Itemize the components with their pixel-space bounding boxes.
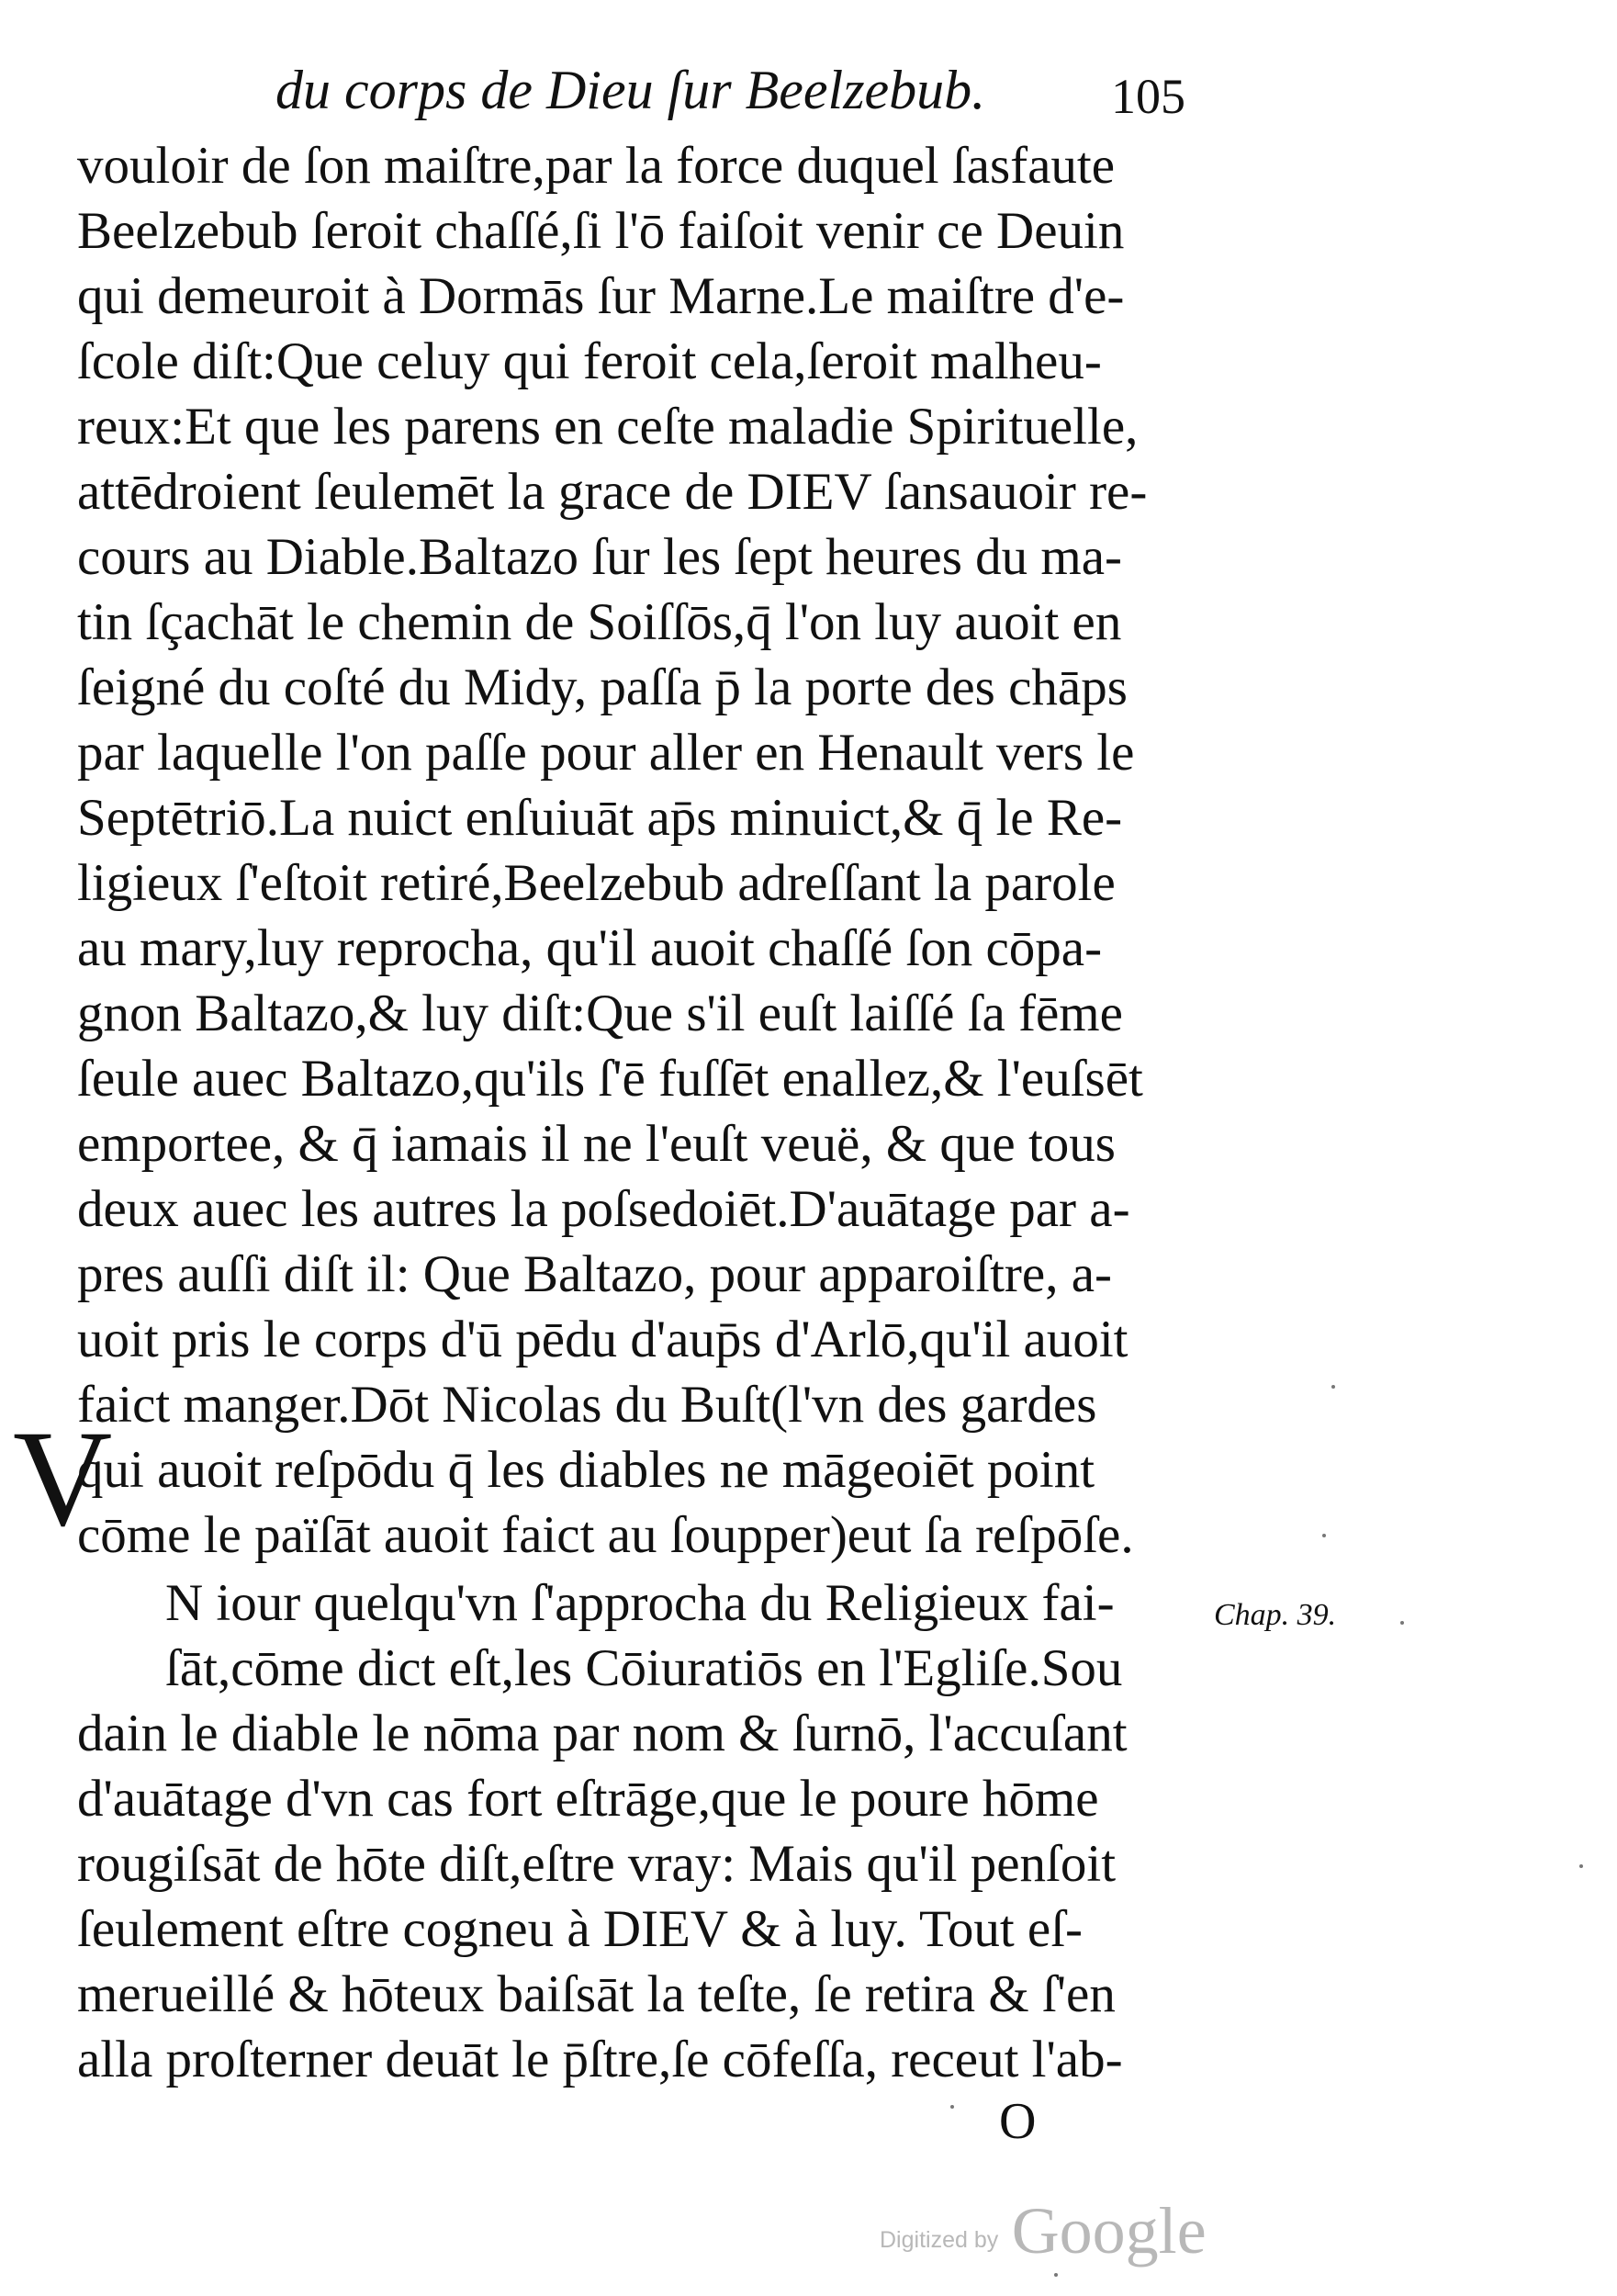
text-line: emportee, & q̄ iamais il ne l'euſt veuë, & que tous (77, 1115, 1116, 1173)
ink-speck (950, 2105, 954, 2109)
page-number: 105 (1111, 69, 1185, 124)
text-line: qui demeuroit à Dormās ſur Marne.Le maiſtre d'e- (77, 267, 1125, 325)
text-line: uoit pris le corps d'ū pēdu d'aup̄s d'Arlō,qu'il auoit (77, 1311, 1129, 1368)
digitization-watermark (880, 2193, 1207, 2269)
ink-speck (1054, 2273, 1058, 2277)
watermark-brand: Google (1011, 2194, 1207, 2268)
text-line: Beelzebub ſeroit chaſſé,ſi l'ō faiſoit venir ce Deuin (77, 202, 1125, 260)
text-line: rougiſsāt de hōte diſt,eſtre vray: Mais qu'il penſoit (77, 1835, 1117, 1893)
text-line: au mary,luy reprocha, qu'il auoit chaſſé ſon cōpa- (77, 919, 1103, 977)
text-line: ſeigné du coſté du Midy, paſſa p̄ la porte des chāps (77, 658, 1128, 716)
text-line: d'auātage d'vn cas fort eſtrāge,que le poure hōme (77, 1770, 1099, 1828)
text-line: qui auoit reſpōdu q̄ les diables ne māgeoiēt point (77, 1441, 1095, 1499)
ink-speck (1322, 1534, 1326, 1537)
text-line: ſāt,cōme dict eſt,les Cōiuratiōs en l'Egliſe.Sou (165, 1639, 1123, 1697)
text-line: vouloir de ſon maiſtre,par la force duquel ſasfaute (77, 137, 1116, 195)
text-line: merueillé & hōteux baiſsāt la teſte, ſe retira & ſ'en (77, 1965, 1116, 2023)
text-line: par laquelle l'on paſſe pour aller en Henault vers le (77, 724, 1135, 782)
text-line: cōme le païſāt auoit faict au ſoupper)eut ſa reſpōſe. (77, 1506, 1134, 1564)
text-line: ſcole diſt:Que celuy qui feroit cela,ſeroit malheu- (77, 332, 1102, 390)
text-line: ſeulement eſtre cogneu à DIEV & à luy. Tout eſ- (77, 1900, 1084, 1958)
text-line: ſeule auec Baltazo,qu'ils ſ'ē fuſſēt enallez,& l'euſsēt (77, 1050, 1143, 1108)
text-line: Septētriō.La nuict enſuiuāt ap̄s minuict,& q̄ le Re- (77, 789, 1123, 847)
signature-mark: O (999, 2093, 1037, 2150)
text-line: cours au Diable.Baltazo ſur les ſept heures du ma- (77, 528, 1123, 586)
text-line: attēdroient ſeulemēt la grace de DIEV ſansauoir re- (77, 463, 1148, 521)
running-head: du corps de Dieu ſur Beelzebub. (275, 60, 986, 120)
ink-speck (1400, 1621, 1404, 1625)
text-line: faict manger.Dōt Nicolas du Buſt(l'vn des gardes (77, 1376, 1097, 1434)
text-line: deux auec les autres la poſsedoiēt.D'auātage par a- (77, 1180, 1130, 1238)
ink-speck (1331, 1385, 1335, 1389)
text-line: tin ſçachāt le chemin de Soiſſōs,q̄ l'on luy auoit en (77, 593, 1122, 651)
text-line: pres auſſi diſt il: Que Baltazo, pour apparoiſtre, a- (77, 1245, 1112, 1303)
margin-note: Chap. 39. (1214, 1598, 1337, 1632)
ink-speck (1579, 1864, 1583, 1868)
watermark-prefix: Digitized by (880, 2227, 999, 2253)
body-text (77, 133, 1225, 2092)
text-line: reux:Et que les parens en ceſte maladie Spirituelle, (77, 398, 1139, 456)
paragraph-chapter-39 (77, 1570, 1225, 2092)
text-line: N iour quelqu'vn ſ'approcha du Religieux fai- (165, 1574, 1115, 1632)
drop-cap: V (13, 1402, 113, 1555)
text-line: dain le diable le nōma par nom & ſurnō, l'accuſant (77, 1705, 1128, 1762)
text-line: gnon Baltazo,& luy diſt:Que s'il euſt laiſſé ſa fēme (77, 985, 1123, 1042)
text-line: ligieux ſ'eſtoit retiré,Beelzebub adreſſant la parole (77, 854, 1116, 912)
text-line: alla proſterner deuāt le p̄ſtre,ſe cōfeſſa, receut l'ab- (77, 2031, 1123, 2088)
paragraph-1 (77, 133, 1225, 1568)
